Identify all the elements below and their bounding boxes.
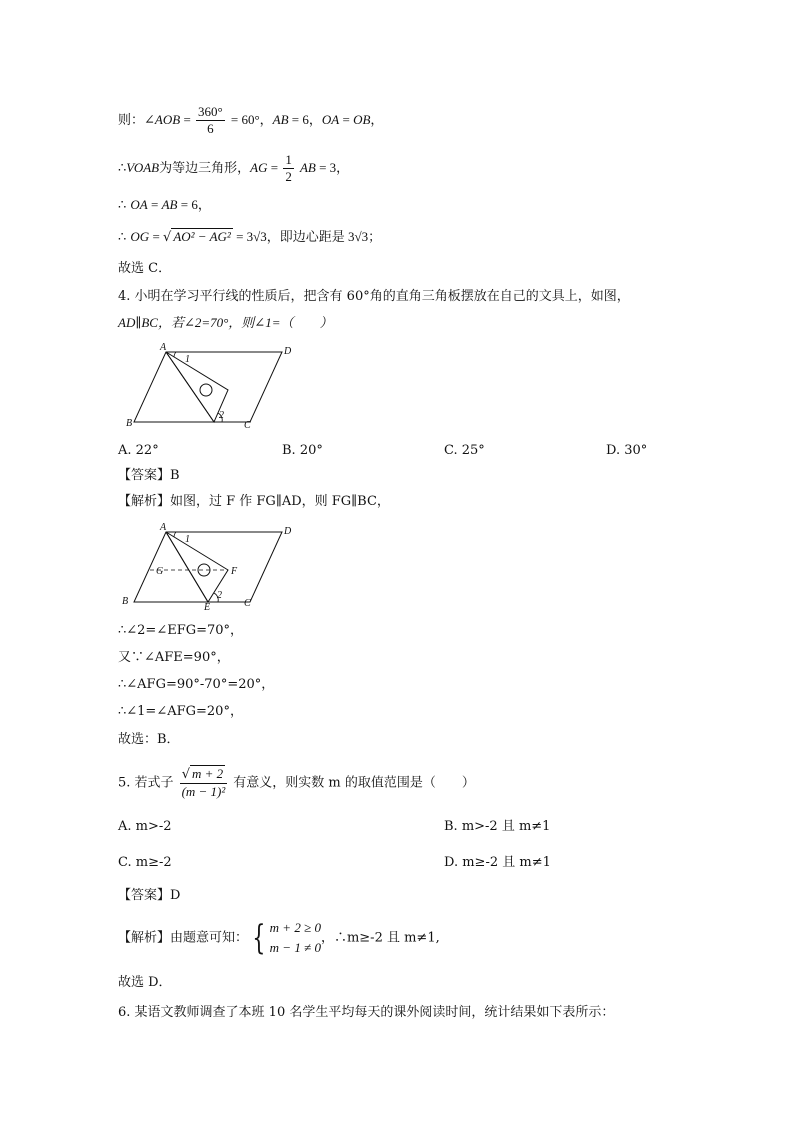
q5-text: 5. 若式子 $\frac{√ m + 2}{\text{(m − 1)²}}$ 有意义，则实数 m 的取值范围是（ ） [118,766,475,799]
q5-conclusion: 故选 D． [118,975,172,990]
q5-option-a: A. m>-2 [118,819,172,834]
q4-option-a: A. 22° [118,443,159,458]
q4-text-line1: 4. 小明在学习平行线的性质后，把含有 60°角的直角三角板摆放在自己的文具上，如图， [118,289,630,304]
svg-text:B: B [122,596,129,607]
q5-fraction: $\frac{√ m + 2}{\text{(m − 1)²}}$ [181,766,226,799]
q6-text: 6. 某语文教师调查了本班 10 名学生平均每天的课外阅读时间，统计结果如下表所示： [118,1005,615,1020]
label-f: F [231,566,238,577]
q5-analysis: 【解析】由题意可知： { m + 2 ≥ 0 m − 1 ≠ 0 ，∴m≥-2 且 m≠1, [118,918,440,958]
q4-analysis-figure [118,520,298,612]
label-c: C [244,420,251,431]
q4-option-d: D. 30° [606,443,648,458]
label-e: E [204,602,211,612]
solution-line-angle: 则：∠AOB = $\frac{360^\circ}{6}$ = 60°，AB = 6，OA = OB， [118,104,384,136]
q5-option-c: C. m≥-2 [118,855,172,870]
q5-option-b: B. m>-2 且 m≠1 [444,819,551,834]
q4-option-b: B. 20° [282,443,323,458]
solution-line-equilateral: ∴VOAB为等边三角形，AG = $\frac{1}{2}$ AB = 3， [118,152,350,184]
svg-text:D: D [284,526,292,537]
q4-analysis: 【解析】如图，过 F 作 FG∥AD，则 FG∥BC， [118,494,390,509]
q4-step-2: 又∵∠AFE=90°， [118,650,230,665]
q4-figure [118,340,298,432]
q4-step-3: ∴∠AFG=90°-70°=20°， [118,677,275,692]
fraction-1-2: $\frac{1}{2}$ [285,152,292,184]
q4-option-c: C. 25° [444,443,485,458]
fraction-360-6: $\frac{360^\circ}{6}$ [198,104,223,136]
q4-text-line2: AD∥BC，若∠2=70°，则∠1=（ ） [118,315,333,330]
q4-step-1: ∴∠2=∠EFG=70°， [118,623,244,638]
solution-line-og: ∴ OG = √ AO² − AG² = 3√3，即边心距是 3√3； [118,229,382,245]
q4-step-4: ∴∠1=∠AFG=20°， [118,704,243,719]
q5-option-d: D. m≥-2 且 m≠1 [444,855,551,870]
svg-text:C: C [244,598,251,609]
label-b: B [126,418,133,429]
svg-text:2: 2 [217,590,222,601]
q4-answer: 【答案】B [118,468,180,483]
svg-text:1: 1 [185,534,190,545]
svg-text:A: A [160,522,167,533]
label-1: 1 [185,354,190,365]
parallelogram-abcd [134,352,282,422]
ruler-hole [200,384,212,396]
label-a: A [160,342,167,353]
q5-answer: 【答案】D [118,888,181,903]
label-g: G [156,566,164,577]
q4-conclusion: 故选：B． [118,732,180,747]
label-d: D [284,346,292,357]
label-2: 2 [219,410,224,421]
solution-line-oa: ∴ OA = AB = 6， [118,197,211,213]
conclusion-q3: 故选 C． [118,261,172,276]
